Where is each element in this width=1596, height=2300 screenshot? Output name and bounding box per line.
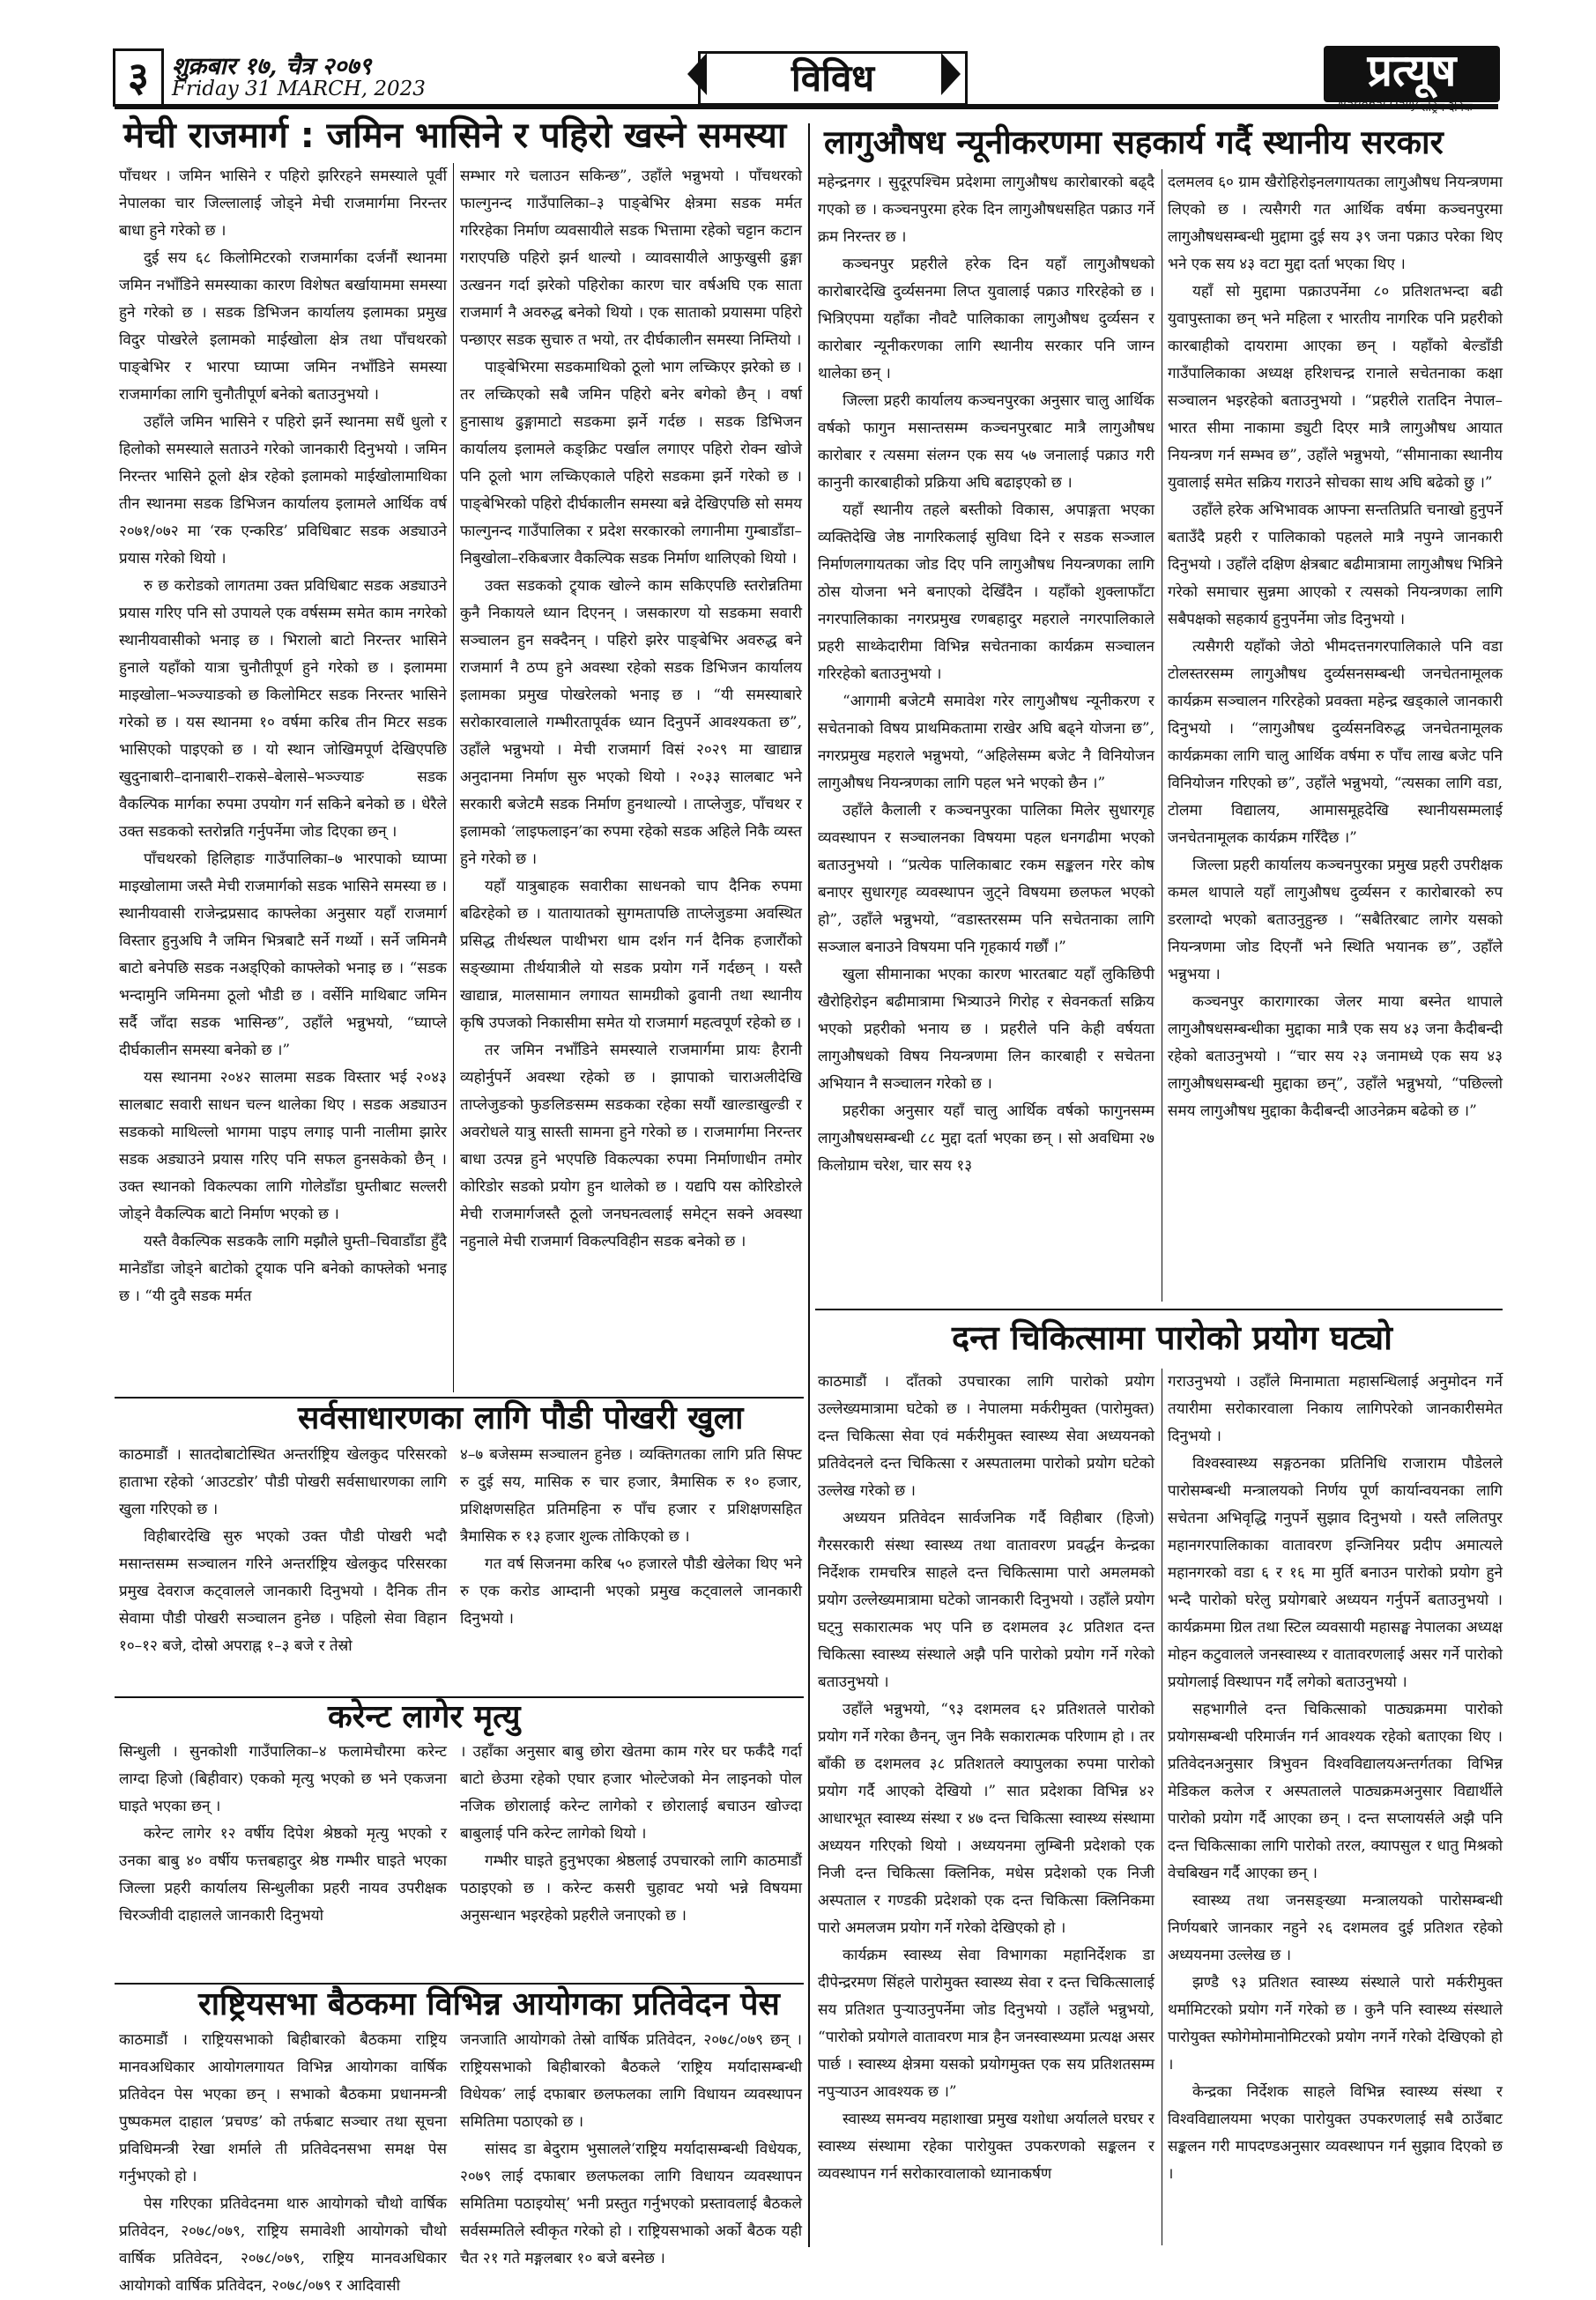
paragraph: केन्द्रका निर्देशक साहले विभिन्न स्वास्थ्य संस्था र विश्वविद्यालयमा भएका पारोयुक्त उपकरणलाई सबै ठाउँबाट सङ्कलन गरी मापदण्डअनुसार व्यवस्थापन गर्न सुझाव दिएको छ । — [1168, 2083, 1503, 2183]
article-dental-col1 — [818, 1369, 1154, 2245]
headline-mechi-highway: मेची राजमार्ग : जमिन भासिने र पहिरो खस्ने समस्या — [123, 115, 787, 156]
paragraph: रु छ करोडको लागतमा उक्त प्रविधिबाट सडक अड्याउने प्रयास गरिए पनि सो उपायले एक वर्षसम्म समेत काम नगरेको स्थानीयवासीको भनाइ छ । भिरालो बाटो निरन्तर भासिने हुनाले यहाँको यात्रा चुनौतीपूर्ण हुने गरेको छ । इलाममा माइखोला–भञ्ज्याङको छ किलोमिटर सडक निरन्तर भासिने गरेको छ । यस स्थानमा १० वर्षमा करिब तीन मिटर सडक भासिएको पाइएको छ । यो स्थान जोखिमपूर्ण देखिएपछि खुदुनाबारी–दानाबारी–राकसे–बेलासे–भञ्ज्याङ सडक वैकल्पिक मार्गका रुपमा उपयोग गर्न सकिने बनेको छ । धेरैले उक्त सडकको स्तरोन्नति गर्नुपर्नेमा जोड दिएका छन् । — [119, 577, 447, 841]
paragraph: कञ्चनपुर कारागारका जेलर माया बस्नेत थापाले लागुऔषधसम्बन्धीका मुद्दाका मात्रै एक सय ४३ जना कैदीबन्दी रहेको बताउनुभयो । “चार सय २३ जनामध्ये एक सय ४३ लागुऔषधसम्बन्धी मुद्दाका छन्”, उहाँले भन्नुभयो, “पछिल्लो समय लागुऔषध मुद्दाका कैदीबन्दी आउनेक्रम बढेको छ ।” — [1168, 993, 1503, 1120]
paragraph: सम्भार गरे चलाउन सकिन्छ”, उहाँले भन्नुभयो । पाँचथरको फाल्गुनन्द गाउँपालिका–३ पाङ्बेभिर क्षेत्रमा सडक मर्मत गरिरहेका निर्माण व्यवसायीले सडक भित्तामा रहेको चट्टान कटान गराएपछि पहिरो झर्न थाल्यो । व्यावसायीले आफुखुसी ढुङ्गा उत्खनन गर्दा झरेको पहिरोका कारण चार वर्षअघि एक साता राजमार्ग नै अवरुद्ध बनेको थियो । एक साताको प्रयासमा पहिरो पन्छाएर सडक सुचारु त भयो, तर दीर्घकालीन समस्या निम्तियो । — [460, 167, 802, 349]
section-rule — [115, 1397, 804, 1399]
paragraph: काठमाडौं । सातदोबाटोस्थित अन्तर्राष्ट्रिय खेलकुद परिसरको हाताभा रहेको ‘आउटडोर’ पौडी पोखरी सर्वसाधारणका लागि खुला गरिएको छ । — [119, 1446, 447, 1518]
paragraph: विहीबारदेखि सुरु भएको उक्त पौडी पोखरी भदौ मसान्तसम्म सञ्चालन गरिने अन्तर्राष्ट्रिय खेलकुद परिसरका प्रमुख देवराज कट्वालले जानकारी दिनुभयो । दैनिक तीन सेवामा पौडी पोखरी सञ्चालन हुनेछ । पहिलो सेवा विहान १०–१२ बजे, दोस्रो अपराह्न १–३ बजे र तेस्रो — [119, 1528, 447, 1655]
paragraph: यहाँ सो मुद्दामा पक्राउपर्नेमा ८० प्रतिशतभन्दा बढी युवापुस्ताका छन् भने महिला र भारतीय नागरिक पनि प्रहरीको कारबाहीको दायरामा आएका छन् । यहाँको बेल्डाँडी गाउँपालिकाका अध्यक्ष हरिशचन्द्र रानाले सचेतनाका कक्षा सञ्चालन भइरहेको बताउनुभयो । “प्रहरीले रातदिन नेपाल–भारत सीमा नाकामा ड्युटी दिएर मात्रै लागुऔषध आयात नियन्त्रण गर्न सम्भव छ”, उहाँले भन्नुभयो, “सीमानाका स्थानीय युवालाई समेत सक्रिय गराउने सोचका साथ अघि बढेको छु ।” — [1168, 283, 1503, 492]
section-rule — [115, 1983, 804, 1985]
paragraph: गत वर्ष सिजनमा करिब ५० हजारले पौडी खेलेका थिए भने रु एक करोड आम्दानी भएको प्रमुख कट्वालले जानकारी दिनुभयो । — [460, 1555, 802, 1628]
article-dental-col2 — [1168, 1369, 1503, 2245]
paragraph: अध्ययन प्रतिवेदन सार्वजनिक गर्दै विहीबार (हिजो) गैरसरकारी संस्था स्वास्थ्य तथा वातावरण प्रवर्द्धन केन्द्रका निर्देशक रामचरित्र साहले दन्त चिकित्सामा पारो अमलमको प्रयोग उल्लेख्यमात्रामा घटेको जानकारी दिनुभयो । उहाँले प्रयोग घट्नु सकारात्मक भए पनि छ दशमलव ३८ प्रतिशत दन्त चिकित्सा स्वास्थ्य संस्थाले अझै पनि पारोको प्रयोग गर्ने गरेको बताउनुभयो । — [818, 1510, 1154, 1691]
headline-drug-control: लागुऔषध न्यूनीकरणमा सहकार्य गर्दै स्थानीय सरकार — [824, 123, 1444, 161]
date-nepali: शुक्रबार १७, चैत्र २०७९ — [172, 53, 372, 80]
article-drug-col1 — [818, 169, 1154, 1302]
paragraph: महेन्द्रनगर । सुदूरपश्चिम प्रदेशमा लागुऔषध कारोबारको बढ्दै गएको छ । कञ्चनपुरमा हरेक दिन लागुऔषधसहित पक्राउ गर्ने क्रम निरन्तर छ । — [818, 174, 1154, 246]
headline-national-assembly: राष्ट्रियसभा बैठकमा विभिन्न आयोगका प्रतिवेदन पेस — [198, 1986, 780, 2022]
paragraph: त्यसैगरी यहाँको जेठो भीमदत्तनगरपालिकाले पनि वडा टोलस्तरसम्म लागुऔषध दुर्व्यसनसम्बन्धी जनचेतनामूलक कार्यक्रम सञ्चालन गरिरहेको प्रवक्ता महेन्द्र खड्काले जानकारी दिनुभयो । “लागुऔषध दुर्व्यसनविरुद्ध जनचेतनामूलक कार्यक्रमका लागि चालु आर्थिक वर्षमा रु पाँच लाख बजेट पनि विनियोजन गरिएको छ”, उहाँले भन्नुभयो, “त्यसका लागि वडा, टोलमा विद्यालय, आमासमूहदेखि स्थानीयसम्मलाई जनचेतनामूलक कार्यक्रम गरिँदैछ ।” — [1168, 638, 1503, 847]
article-current-col1 — [119, 1739, 447, 1981]
article-pool-col1 — [119, 1442, 447, 1693]
article-drug-col2 — [1168, 169, 1503, 1302]
paragraph: गराउनुभयो । उहाँले मिनामाता महासन्धिलाई अनुमोदन गर्ने तयारीमा सरोकारवाला निकाय लागिपरेको जानकारीसमेत दिनुभयो । — [1168, 1373, 1503, 1445]
paragraph: “आगामी बजेटमै समावेश गरेर लागुऔषध न्यूनीकरण र सचेतनाको विषय प्राथमिकतामा राखेर अघि बढ्ने योजना छ”, नगरप्रमुख महराले भन्नुभयो, “अहिलेसम्म बजेट नै विनियोजन लागुऔषध नियन्त्रणका लागि पहल भने भएको छैन ।” — [818, 693, 1154, 792]
article-pool-col2 — [460, 1442, 802, 1693]
paragraph: कार्यक्रम स्वास्थ्य सेवा विभागका महानिर्देशक डा दीपेन्द्ररमण सिंहले पारोमुक्त स्वास्थ्य सेवा र दन्त चिकित्सालाई सय प्रतिशत पुऱ्याउनुपर्नेमा जोड दिनुभयो । उहाँले भन्नुभयो, “पारोको प्रयोगले वातावरण मात्र हैन जनस्वास्थ्यमा प्रत्यक्ष असर पार्छ । स्वास्थ्य क्षेत्रमा यसको प्रयोगमुक्त एक सय प्रतिशतसम्म नपुऱ्याउन आवश्यक छ ।” — [818, 1947, 1154, 2101]
right-arrow-icon — [941, 53, 961, 95]
column-rule — [453, 163, 454, 1392]
paragraph: गम्भीर घाइते हुनुभएका श्रेष्ठलाई उपचारको लागि काठमाडौं पठाइएको छ । करेन्ट कसरी चुहावट भयो भन्ने विषयमा अनुसन्धान भइरहेको प्रहरीले जनाएको छ । — [460, 1852, 802, 1925]
paragraph: उहाँले भन्नुभयो, “९३ दशमलव ६२ प्रतिशतले पारोको प्रयोग गर्ने गरेका छैनन्, जुन निकै सकारात्मक परिणाम हो । तर बाँकी छ दशमलव ३८ प्रतिशतले क्यापुलका रुपमा पारोको प्रयोग गर्दै आएको देखियो ।” सात प्रदेशका विभिन्न ४२ आधारभूत स्वास्थ्य संस्था र ४७ दन्त चिकित्सा स्वास्थ्य संस्थामा अध्ययन गरिएको थियो । अध्ययनमा लुम्बिनी प्रदेशको एक निजी दन्त चिकित्सा क्लिनिक, मधेस प्रदेशको एक निजी अस्पताल र गण्डकी प्रदेशको एक दन्त चिकित्सा क्लिनिकमा पारो अमलजम प्रयोग गर्ने गरेको देखिएको हो । — [818, 1701, 1154, 1937]
paragraph: करेन्ट लागेर १२ वर्षीय दिपेश श्रेष्ठको मृत्यु भएको र उनका बाबु ४० वर्षीय फत्तबहादुर श्रेष्ठ गम्भीर घाइते भएका जिल्ला प्रहरी कार्यालय सिन्धुलीका प्रहरी नायव उपरीक्षक चिरञ्जीवी दाहालले जानकारी दिनुभयो — [119, 1825, 447, 1925]
paragraph: पाँचथर । जमिन भासिने र पहिरो झरिरहने समस्याले पूर्वी नेपालका चार जिल्लालाई जोड्ने मेची राजमार्गमा निरन्तर बाधा हुने गरेको छ । — [119, 167, 447, 240]
paragraph: सांसद डा बेदुराम भुसालले‘राष्ट्रिय मर्यादासम्बन्धी विधेयक, २०७९ लाई दफाबार छलफलका लागि विधायन व्यवस्थापन समितिमा पठाइयोस्’ भनी प्रस्तुत गर्नुभएको प्रस्तावलाई बैठकले सर्वसम्मतिले स्वीकृत गरेको हो । राष्ट्रियसभाको अर्को बैठक यही चैत २१ गते मङ्गलबार १० बजे बस्नेछ । — [460, 2140, 802, 2267]
paragraph: यहाँ यात्रुबाहक सवारीका साधनको चाप दैनिक रुपमा बढिरहेको छ । यातायातको सुगमतापछि ताप्लेजुङमा अवस्थित प्रसिद्ध तीर्थस्थल पाथीभरा धाम दर्शन गर्न दैनिक हजारौंको सङ्ख्यामा तीर्थयात्रीले यो सडक प्रयोग गर्ने गर्दछन् । यस्तै खाद्यान्न, मालसामान लगायत सामग्रीको ढुवानी तथा स्थानीय कृषि उपजको निकासीमा समेत यो राजमार्ग महत्वपूर्ण रहेको छ । — [460, 878, 802, 1032]
paragraph: । उहाँका अनुसार बाबु छोरा खेतमा काम गरेर घर फर्कँदै गर्दा बाटो छेउमा रहेको एघार हजार भोल्टेजको मेन लाइनको पोल नजिक छोरालाई करेन्ट लागेको र छोरालाई बचाउन खोज्दा बाबुलाई पनि करेन्ट लागेको थियो । — [460, 1743, 802, 1843]
paragraph: काठमाडौं । राष्ट्रियसभाको बिहीबारको बैठकमा राष्ट्रिय मानवअधिकार आयोगलगायत विभिन्न आयोगका वार्षिक प्रतिवेदन पेस भएका छन् । सभाको बैठकमा प्रधानमन्त्री पुष्पकमल दाहाल ‘प्रचण्ड’ को तर्फबाट सञ्चार तथा सूचना प्रविधिमन्त्री रेखा शर्माले ती प्रतिवेदनसभा समक्ष पेस गर्नुभएको हो । — [119, 2031, 447, 2185]
paragraph: जिल्ला प्रहरी कार्यालय कञ्चनपुरका प्रमुख प्रहरी उपरीक्षक कमल थापाले यहाँ लागुऔषध दुर्व्यसन र कारोबारको रुप डरलाग्दो भएको बताउनुहुन्छ । “सबैतिरबाट लागेर यसको नियन्त्रणमा जोड दिएनौं भने स्थिति भयानक छ”, उहाँले भन्नुभया । — [1168, 857, 1503, 983]
section-rule — [815, 1309, 1503, 1310]
paragraph: ४–७ बजेसम्म सञ्चालन हुनेछ । व्यक्तिगतका लागि प्रति सिफ्ट रु दुई सय, मासिक रु चार हजार, त्रैमासिक रु १० हजार, प्रशिक्षणसहित प्रतिमहिना रु पाँच हजार र प्रशिक्षणसहित त्रैमासिक रु १३ हजार शुल्क तोकिएको छ । — [460, 1446, 802, 1546]
newspaper-logo: प्रत्यूष — [1324, 46, 1500, 102]
headline-swimming-pool: सर्वसाधारणका लागि पौडी पोखरी खुला — [298, 1400, 744, 1436]
paragraph: यस्तै वैकल्पिक सडककै लागि मझौले घुम्ती–चिवाडाँडा हुँदै मानेडाँडा जोड्ने बाटोको ट्र्याक पनि बनेको काफ्लेको भनाइ छ । “यी दुवै सडक मर्मत — [119, 1233, 447, 1305]
paragraph: उहाँले हरेक अभिभावक आफ्ना सन्ततिप्रति चनाखो हुनुपर्ने बताउँदै प्रहरी र पालिकाको पहलले मात्रै नपुग्ने जानकारी दिनुभयो । उहाँले दक्षिण क्षेत्रबाट बढीमात्रामा लागुऔषध भित्रिने गरेको समाचार सुन्नमा आएको र त्यसको नियन्त्रणका लागि सबैपक्षको सहकार्य हुनुपर्नेमा जोड दिनुभयो । — [1168, 501, 1503, 628]
paragraph: उहाँले जमिन भासिने र पहिरो झर्ने स्थानमा सधैं धुलो र हिलोको समस्याले सताउने गरेको जानकारी दिनुभयो । जमिन निरन्तर भासिने ठूलो क्षेत्र रहेको इलामको माईखोलामाथिका तीन स्थानमा सडक डिभिजन कार्यालय इलामले आर्थिक वर्ष २०७१/०७२ मा ‘रक एन्करिड’ प्रविधिबाट सडक अड्याउने प्रयास गरेको थियो । — [119, 413, 447, 568]
paragraph: स्वास्थ्य समन्वय महाशाखा प्रमुख यशोधा अर्यालले घरघर र स्वास्थ्य संस्थामा रहेका पारोयुक्त उपकरणको सङ्कलन र व्यवस्थापन गर्न सरोकारवालाको ध्यानाकर्षण — [818, 2111, 1154, 2183]
paragraph: खुला सीमानाका भएका कारण भारतबाट यहाँ लुकिछिपी खैरोहिरोइन बढीमात्रामा भित्र्याउने गिरोह र सेवनकर्ता सक्रिय भएको प्रहरीको भनाय छ । प्रहरीले पनि केही वर्षयता लागुऔषधको विषय नियन्त्रणमा लिन कारबाही र सचेतना अभियान नै सञ्चालन गरेको छ । — [818, 966, 1154, 1093]
paragraph: पेस गरिएका प्रतिवेदनमा थारु आयोगको चौथो वार्षिक प्रतिवेदन, २०७८/०७९, राष्ट्रिय समावेशी आयोगको चौथो वार्षिक प्रतिवेदन, २०७८/०७९, राष्ट्रिय मानवअधिकार आयोगको वार्षिक प्रतिवेदन, २०७८/०७९ र आदिवासी — [119, 2195, 447, 2295]
paragraph: विश्वस्वास्थ्य सङ्गठनका प्रतिनिधि राजाराम पौडेलले पारोसम्बन्धी मन्त्रालयको निर्णय पूर्ण कार्यान्वयनका लागि सचेतना अभिवृद्धि गनुपर्ने सुझाव दिनुभयो । यस्तै ललितपुर महानगरपालिकाका वातावरण इन्जिनियर प्रदीप अमात्यले महानगरको वडा ६ र १६ मा मुर्ति बनाउन पारोको प्रयोग हुने भन्दै पारोको घरेलु प्रयोगबारे अध्ययन गर्नुपर्ने बताउनुभयो । कार्यक्रममा ग्रिल तथा स्टिल व्यवसायी महासङ्घ नेपालका अध्यक्ष मोहन कटुवालले जनस्वास्थ्य र वातावरणलाई असर गर्ने पारोको प्रयोगलाई विस्थापन गर्दै लगेको बताउनुभयो । — [1168, 1455, 1503, 1691]
paragraph: झण्डै ९३ प्रतिशत स्वास्थ्य संस्थाले पारो मर्करीमुक्त थर्मामिटरको प्रयोग गर्ने गरेको छ । कुनै पनि स्वास्थ्य संस्थाले पारोयुक्त स्फोगेमोमानोमिटरको प्रयोग नगर्ने गरेको देखिएको हो । — [1168, 1974, 1503, 2074]
article-assembly-col2 — [460, 2027, 802, 2267]
paragraph: सहभागीले दन्त चिकित्साको पाठ्यक्रममा पारोको प्रयोगसम्बन्धी परिमार्जन गर्न आवश्यक रहेको बताएका थिए । प्रतिवेदनअनुसार त्रिभुवन विश्वविद्यालयअन्तर्गतका विभिन्न मेडिकल कलेज र अस्पतालले पाठ्यक्रमअनुसार विद्यार्थीले पारोको प्रयोग गर्दै आएका छन् । दन्त सप्लायर्सले अझै पनि दन्त चिकित्साका लागि पारोको तरल, क्यापसुल र धातु मिश्रको वेचबिखन गर्दै आएका छन् । — [1168, 1701, 1503, 1882]
paragraph: कञ्चनपुर प्रहरीले हरेक दिन यहाँ लागुऔषधको कारोबारदेखि दुर्व्यसनमा लिप्त युवालाई पक्राउ गरिरहेको छ । भित्रिएपमा यहाँका नौवटै पालिकाका लागुऔषध दुर्व्यसन र कारोबार न्यूनीकरणका लागि स्थानीय सरकार पनि जाग्न थालेका छन् । — [818, 256, 1154, 382]
page-divider — [808, 123, 810, 2247]
paragraph: उक्त सडकको ट्र्याक खोल्ने काम सकिएपछि स्तरोन्नतिमा कुनै निकायले ध्यान दिएनन् । जसकारण यो सडकमा सवारी सञ्चालन हुन सक्दैनन् । पहिरो झरेर पाङ्बेभिर अवरुद्ध बने राजमार्ग नै ठप्प हुने अवस्था रहेको सडक डिभिजन कार्यालय इलामका प्रमुख पोखरेलको भनाइ छ । “यी समस्याबारे सरोकारवालाले गम्भीरतापूर्वक ध्यान दिनुपर्ने आवश्यकता छ”, उहाँले भन्नुभयो । मेची राजमार्ग विसं २०२९ मा खाद्यान्न अनुदानमा निर्माण सुरु भएको थियो । २०३३ सालबाट भने सरकारी बजेटमै सडक निर्माण हुनथाल्यो । ताप्लेजुङ, पाँचथर र इलामको ‘लाइफलाइन’का रुपमा रहेको सडक अहिले निकै व्यस्त हुने गरेको छ । — [460, 577, 802, 868]
date-english: Friday 31 MARCH, 2023 — [172, 78, 426, 100]
paragraph: पाँचथरको हिलिहाङ गाउँपालिका–७ भारपाको घ्याप्मा माइखोलामा जस्तै मेची राजमार्गको सडक भासिने समस्या छ । स्थानीयवासी राजेन्द्रप्रसाद काफ्लेका अनुसार यहाँ राजमार्ग विस्तार हुनुअघि नै जमिन भित्रबाटै सर्ने गर्थ्यो । सर्ने जमिनमै बाटो बनेपछि सडक नअड्एिको काफ्लेको भनाइ छ । “सडक भन्दामुनि जमिनमा ठूलो भौडी छ । वर्सेनि माथिबाट जमिन सर्दै जाँदा सडक भासिन्छ”, उहाँले भन्नुभयो, “घ्याप्ले दीर्घकालीन समस्या बनेको छ ।” — [119, 850, 447, 1059]
header-rule — [115, 104, 1498, 109]
page-number: ३ — [113, 48, 164, 107]
paragraph: काठमाडौं । दाँतको उपचारका लागि पारोको प्रयोग उल्लेख्यमात्रामा घटेको छ । नेपालमा मर्करीमुक्त (पारोमुक्त) दन्त चिकित्सा सेवा एवं मर्करीमुक्त स्वास्थ्य सेवा अध्ययनको प्रतिवेदनले दन्त चिकित्सा र अस्पतालमा पारोको प्रयोग घटेको उल्लेख गरेको छ । — [818, 1373, 1154, 1500]
section-title: विविध — [698, 51, 968, 106]
paragraph: प्रहरीका अनुसार यहाँ चालु आर्थिक वर्षको फागुनसम्म लागुऔषधसम्बन्धी ८८ मुद्दा दर्ता भएका छन् । सो अवधिमा २७ किलोग्राम चरेश, चार सय १३ — [818, 1102, 1154, 1175]
paragraph: जिल्ला प्रहरी कार्यालय कञ्चनपुरका अनुसार चालु आर्थिक वर्षको फागुन मसान्तसम्म कञ्चनपुरबाट मात्रै लागुऔषध कारोबार र त्यसमा संलग्न एक सय ५७ जनालाई पक्राउ गरी कानुनी कारबाहीको प्रक्रिया अघि बढाइएको छ । — [818, 392, 1154, 492]
article-mechi-col1 — [119, 163, 447, 1392]
paragraph: स्वास्थ्य तथा जनसङ्ख्या मन्त्रालयको पारोसम्बन्धी निर्णयबारे जानकार नहुने २६ दशमलव दुई प्रतिशत रहेको अध्ययनमा उल्लेख छ । — [1168, 1892, 1503, 1964]
paragraph: पाङ्बेभिरमा सडकमाथिको ठूलो भाग लच्किएर झरेको छ । तर लच्किएको सबै जमिन पहिरो बनेर बगेको छैन् । वर्षा हुनासाथ ढुङ्गामाटो सडकमा झर्ने गर्दछ । सडक डिभिजन कार्यालय इलामले कङ्क्रिट पर्खाल लगाएर पहिरो रोक्न खोजे पनि ठूलो भाग लच्किएकाले पहिरो सडकमा झर्ने गरेको छ । पाङ्बेभिरको पहिरो दीर्घकालीन समस्या बन्ने देखिएपछि सो समय फाल्गुनन्द गाउँपालिका र प्रदेश सरकारको लगानीमा गुम्बाडाँडा–निबुखोला–रकिबजार वैकल्पिक सडक निर्माण थालिएको थियो । — [460, 359, 802, 568]
paragraph: यस स्थानमा २०४२ सालमा सडक विस्तार भई २०४३ सालबाट सवारी साधन चल्न थालेका थिए । सडक अड्याउन सडकको माथिल्लो भागमा पाइप लगाइ पानी नालीमा झारेर सडक अड्याउने प्रयास गरिए पनि सफल हुनसकेको छैन् । उक्त स्थानको विकल्पका लागि गोलेडाँडा घुम्तीबाट सल्लरी जोड्ने वैकल्पिक बाटो निर्माण भएको छ । — [119, 1069, 447, 1223]
paragraph: जनजाति आयोगको तेस्रो वार्षिक प्रतिवेदन, २०७८/०७९ छन् । राष्ट्रियसभाको बिहीबारको बैठकले ‘राष्ट्रिय मर्यादासम्बन्धी विधेयक’ लाई दफाबार छलफलका लागि विधायन व्यवस्थापन समितिमा पठाएको छ । — [460, 2031, 802, 2131]
article-current-col2 — [460, 1739, 802, 1981]
headline-dental-mercury: दन्त चिकित्सामा पारोको प्रयोग घट्यो — [952, 1318, 1393, 1357]
paragraph: उहाँले कैलाली र कञ्चनपुरका पालिका मिलेर सुधारगृह व्यवस्थापन र सञ्चालनका विषयमा पहल धनगढीमा भएको बताउनुभयो । “प्रत्येक पालिकाबाट रकम सङ्कलन गरेर कोष बनाएर सुधारगृह व्यवस्थापन जुट्ने विषयमा छलफल भएको हो”, उहाँले भन्नुभयो, “वडास्तरसम्म पनि सचेतनाका लागि सञ्जाल बनाउने विषयमा पनि गृहकार्य गर्छौं ।” — [818, 802, 1154, 956]
headline-electrocution: करेन्ट लागेर मृत्यु — [328, 1699, 521, 1735]
article-mechi-col2 — [460, 163, 802, 1392]
paragraph: तर जमिन नभाँडिने समस्याले राजमार्गमा प्रायः हैरानी व्यहोर्नुपर्ने अवस्था रहेको छ । झापाको चाराअलीदेखि ताप्लेजुङको फुङलिङसम्म सडकका रहेका सयौं खाल्डाखुल्डी र अवरोधले यात्रु सास्ती सामना हुने गरेको छ । राजमार्गमा निरन्तर बाधा उत्पन्न हुने भएपछि विकल्पका रुपमा निर्माणाधीन तमोर कोरिडोर सडको प्रयोग हुन थालेको छ । यद्यपि यस कोरिडोरले मेची राजमार्गजस्तै ठूलो जनघनत्वलाई समेट्न सक्ने अवस्था नहुनाले मेची राजमार्ग विकल्पविहीन सडक बनेको छ । — [460, 1042, 802, 1250]
paragraph: यहाँ स्थानीय तहले बस्तीको विकास, अपाङ्गता भएका व्यक्तिदेखि जेष्ठ नागरिकलाई सुविधा दिने र सडक सञ्जाल निर्माणलगायतका जोड दिए पनि लागुऔषध नियन्त्रणका लागि ठोस योजना भने बनाएको देखिँदैन । यहाँको शुक्लाफाँटा नगरपालिकाका नगरप्रमुख रणबहादुर महराले नगरपालिकाले प्रहरी साथ्केदारीमा विभिन्न सचेतनाका कार्यक्रम सञ्चालन गरिरहेको बताउनुभयो । — [818, 501, 1154, 683]
paragraph: दुई सय ६८ किलोमिटरको राजमार्गका दर्जनौं स्थानमा जमिन नभाँडिने समस्याका कारण विशेषत बर्खायाममा समस्या हुने गरेको छ । सडक डिभिजन कार्यालय इलामका प्रमुख विदुर पोखरेले इलामको माईखोला क्षेत्र तथा पाँचथरको पाङ्बेभिर र भारपा घ्याप्मा जमिन नभाँडिने समस्या राजमार्गका लागि चुनौतीपूर्ण बनेको बताउनुभयो । — [119, 249, 447, 404]
paragraph: दलमलव ६० ग्राम खैरोहिरोइनलगायतका लागुऔषध नियन्त्रणमा लिएको छ । त्यसैगरी गत आर्थिक वर्षमा कञ्चनपुरमा लागुऔषधसम्बन्धी मुद्दामा दुई सय ३९ जना पक्राउ परेका थिए भने एक सय ४३ वटा मुद्दा दर्ता भएका थिए । — [1168, 174, 1503, 273]
article-assembly-col1 — [119, 2027, 447, 2295]
paragraph: सिन्धुली । सुनकोशी गाउँपालिका–४ फलामेचौरमा करेन्ट लाग्दा हिजो (बिहीवार) एकको मृत्यु भएको छ भने एकजना घाइते भएका छन् । — [119, 1743, 447, 1815]
